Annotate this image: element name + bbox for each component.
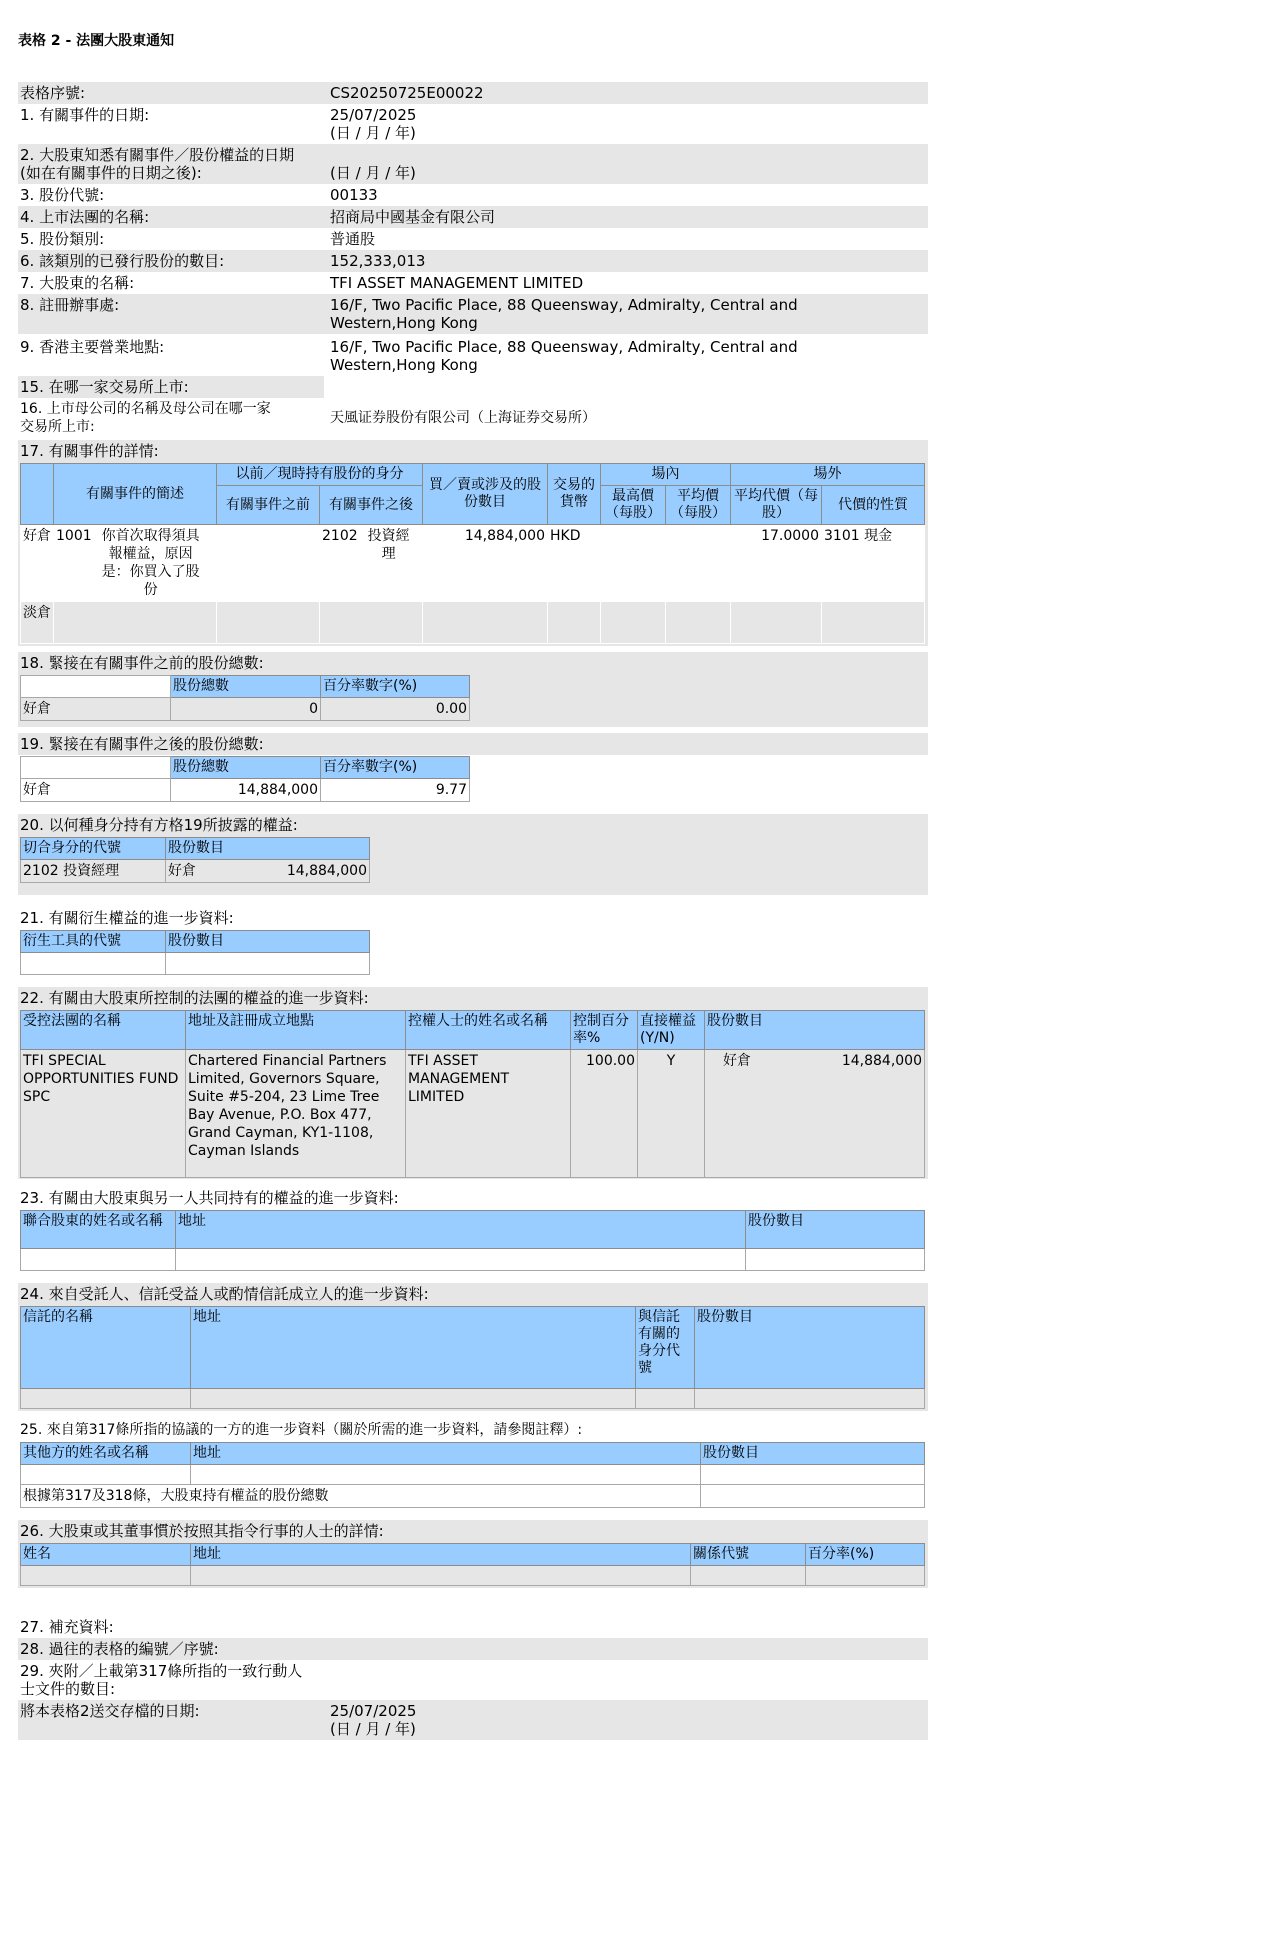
nature-code: 3101 xyxy=(824,528,860,544)
col-control-pct: 控制百分率% xyxy=(571,1011,638,1050)
col-address: 地址 xyxy=(191,1307,636,1389)
col-on-exchange: 場內 xyxy=(601,464,731,486)
capacity-after-text: 投資經理 xyxy=(367,528,410,562)
event-code: 1001 xyxy=(56,528,92,544)
field-value: 招商局中國基金有限公司 xyxy=(330,208,496,226)
field-label: 將本表格2送交存檔的日期: xyxy=(20,1702,200,1720)
col-shares: 買／賣或涉及的股份數目 xyxy=(423,464,548,525)
col-after: 有關事件之後 xyxy=(320,486,423,525)
shares-before-table xyxy=(20,675,470,721)
trust-table xyxy=(20,1306,925,1409)
control-pct: 100.00 xyxy=(571,1050,638,1178)
field-value xyxy=(322,1638,928,1660)
field-label: 27. 補充資料: xyxy=(20,1618,114,1636)
field-label-line2: 交易所上市: xyxy=(20,419,95,435)
col-capacity-code: 切合身分的代號 xyxy=(21,838,166,860)
field-value: 16/F, Two Pacific Place, 88 Queensway, Admiralty, Central and xyxy=(330,296,798,314)
form-sheet xyxy=(18,30,928,1740)
field-value: 152,333,013 xyxy=(330,252,426,270)
field-value-line2: Western,Hong Kong xyxy=(330,314,478,332)
corp-address: Chartered Financial Partners Limited, Governors Square, Suite #5-204, 23 Lime Tree Bay Avenue, P.O. Box 477, Grand Cayman, KY1-1108, Cayman Islands xyxy=(186,1050,406,1178)
field-label: 6. 該類別的已發行股份的數目: xyxy=(20,252,225,270)
field-value: 00133 xyxy=(330,186,378,204)
col-name: 姓名 xyxy=(21,1544,191,1566)
section-19-title: 19. 緊接在有關事件之後的股份總數: xyxy=(18,733,928,755)
field-value-hint: (日 / 月 / 年) xyxy=(330,1720,416,1738)
col-controller: 控權人士的姓名或名稱 xyxy=(406,1011,571,1050)
col-share-count: 股份數目 xyxy=(746,1211,925,1249)
average-price xyxy=(666,525,731,602)
col-share-count: 股份數目 xyxy=(705,1011,925,1050)
field-value-line2: Western,Hong Kong xyxy=(330,356,478,374)
col-derivative-code: 衍生工具的代號 xyxy=(21,931,166,953)
field-value: 普通股 xyxy=(330,230,376,248)
highest-price xyxy=(601,525,666,602)
section-25-panel xyxy=(18,1441,928,1514)
field-label: 28. 過往的表格的編號／序號: xyxy=(20,1640,219,1658)
col-corp-name: 受控法團的名稱 xyxy=(21,1011,186,1050)
col-percentage: 百分率數字(%) xyxy=(321,676,470,698)
field-row-stock-code xyxy=(18,184,928,206)
field-label: 1. 有關事件的日期: xyxy=(20,106,150,124)
field-value: 天風证券股份有限公司（上海证券交易所） xyxy=(330,410,596,426)
col-nature: 代價的性質 xyxy=(822,486,925,525)
section-25-title: 25. 來自第317條所指的協議的一方的進一步資料（關於所需的進一步資料，請參閱註釋）: xyxy=(18,1419,928,1441)
section-20-title: 20. 以何種身分持有方格19所披露的權益: xyxy=(18,814,928,836)
field-row-exchange xyxy=(18,376,928,398)
col-capacity-group: 以前／現時持有股份的身分 xyxy=(217,464,423,486)
col-total-shares: 股份總數 xyxy=(171,676,321,698)
currency: HKD xyxy=(548,525,601,602)
section-21-panel xyxy=(18,929,928,981)
field-row-attachments xyxy=(18,1660,928,1700)
section-17-panel xyxy=(18,462,928,646)
field-value: 16/F, Two Pacific Place, 88 Queensway, Admiralty, Central and xyxy=(330,338,798,356)
field-row-serial xyxy=(18,82,928,104)
col-address: 地址 xyxy=(191,1443,701,1465)
field-row-issued-shares xyxy=(18,250,928,272)
section-21-title: 21. 有關衍生權益的進一步資料: xyxy=(18,907,928,929)
field-label: 2. 大股東知悉有關事件／股份權益的日期 xyxy=(20,146,295,164)
field-row-issuer xyxy=(18,206,928,228)
field-label: 9. 香港主要營業地點: xyxy=(20,338,165,356)
form-title: 表格 2 - 法團大股東通知 xyxy=(18,33,175,49)
field-label: 3. 股份代號: xyxy=(20,186,105,204)
field-value xyxy=(322,1660,928,1700)
section-22-panel xyxy=(18,1009,928,1179)
field-label: 7. 大股東的名稱: xyxy=(20,274,135,292)
col-high: 最高價（每股） xyxy=(601,486,666,525)
col-joint-name: 聯合股東的姓名或名稱 xyxy=(21,1211,176,1249)
section-26-title: 26. 大股東或其董事慣於按照其指令行事的人士的詳情: xyxy=(18,1520,928,1542)
capacity-text: 投資經理 xyxy=(63,863,120,879)
field-row-registered-office xyxy=(18,294,928,334)
field-label: 4. 上市法團的名稱: xyxy=(20,208,150,226)
shares-involved: 14,884,000 xyxy=(423,525,548,602)
section-19-panel xyxy=(18,755,928,808)
col-share-count: 股份數目 xyxy=(695,1307,925,1389)
section-23-title: 23. 有關由大股東與另一人共同持有的權益的進一步資料: xyxy=(18,1187,928,1209)
section-17-title: 17. 有關事件的詳情: xyxy=(18,440,928,462)
field-value-hint: (日 / 月 / 年) xyxy=(330,124,416,142)
shares-after-table xyxy=(20,756,470,802)
col-address: 地址及註冊成立地點 xyxy=(186,1011,406,1050)
average-consideration: 17.0000 xyxy=(731,525,822,602)
col-capacity-code: 與信託有關的身分代號 xyxy=(636,1307,695,1389)
col-share-count: 股份數目 xyxy=(166,931,370,953)
section-22-title: 22. 有關由大股東所控制的法團的權益的進一步資料: xyxy=(18,987,928,1009)
section-23-panel xyxy=(18,1209,928,1277)
capacity-table xyxy=(20,837,370,883)
field-label: 5. 股份類別: xyxy=(20,230,105,248)
header-fields xyxy=(18,82,928,438)
corp-name: TFI SPECIAL OPPORTUNITIES FUND SPC xyxy=(21,1050,186,1178)
col-before: 有關事件之前 xyxy=(217,486,320,525)
field-value: TFI ASSET MANAGEMENT LIMITED xyxy=(330,274,584,292)
col-other-party: 其他方的姓名或名稱 xyxy=(21,1443,191,1465)
row-label-long: 好倉 xyxy=(21,525,54,602)
capacity-after-code: 2102 xyxy=(322,528,358,544)
field-row-filing-date xyxy=(18,1700,928,1740)
row-label-short: 淡倉 xyxy=(21,602,54,644)
share-count: 14,884,000 xyxy=(286,863,367,879)
position-label: 好倉 xyxy=(21,698,171,721)
col-share-count: 股份數目 xyxy=(701,1443,925,1465)
field-value xyxy=(330,146,924,164)
col-address: 地址 xyxy=(176,1211,746,1249)
percentage: 9.77 xyxy=(321,779,470,802)
agreement-party-table xyxy=(20,1442,925,1508)
controlled-corp-table xyxy=(20,1010,925,1178)
capacity-code: 2102 xyxy=(23,863,59,879)
field-label: 16. 上市母公司的名稱及母公司在哪一家 xyxy=(20,401,271,417)
field-value xyxy=(324,376,928,398)
section-24-panel xyxy=(18,1305,928,1411)
field-row-event-date xyxy=(18,104,928,144)
capacity-before xyxy=(217,525,320,602)
table-row xyxy=(21,525,925,602)
derivative-table xyxy=(20,930,370,975)
accustomed-persons-table xyxy=(20,1543,925,1586)
field-row-class xyxy=(18,228,928,250)
field-value: CS20250725E00022 xyxy=(330,84,484,102)
field-label-line2: (如在有關事件的日期之後): xyxy=(20,164,202,182)
field-label: 表格序號: xyxy=(20,84,86,102)
joint-holder-table xyxy=(20,1210,925,1271)
col-off-exchange: 場外 xyxy=(731,464,925,486)
col-address: 地址 xyxy=(191,1544,691,1566)
field-value: 25/07/2025 xyxy=(330,1702,417,1720)
position-label: 好倉 xyxy=(168,863,196,879)
section-26-panel xyxy=(18,1542,928,1588)
col-currency: 交易的貨幣 xyxy=(548,464,601,525)
total-shares: 14,884,000 xyxy=(171,779,321,802)
share-count: 14,884,000 xyxy=(841,1053,922,1069)
field-value-hint: (日 / 月 / 年) xyxy=(330,164,416,182)
field-row-previous-forms xyxy=(18,1638,928,1660)
position-label: 好倉 xyxy=(723,1053,751,1069)
col-trust-name: 信託的名稱 xyxy=(21,1307,191,1389)
field-label: 29. 夾附／上載第317條所指的一致行動人 xyxy=(20,1662,303,1680)
percentage: 0.00 xyxy=(321,698,470,721)
section-18-title: 18. 緊接在有關事件之前的股份總數: xyxy=(18,652,928,674)
table-row xyxy=(21,602,925,644)
field-row-aware-date xyxy=(18,144,928,184)
nature-text: 現金 xyxy=(864,528,893,544)
field-label: 8. 註冊辦事處: xyxy=(20,296,120,314)
field-value: 25/07/2025 xyxy=(330,106,417,124)
col-total-shares: 股份總數 xyxy=(171,757,321,779)
col-percentage: 百分率(%) xyxy=(806,1544,925,1566)
position-label: 好倉 xyxy=(21,779,171,802)
col-relationship-code: 關係代號 xyxy=(691,1544,806,1566)
col-avg-consideration: 平均代價（每股） xyxy=(731,486,822,525)
field-label: 15. 在哪一家交易所上市: xyxy=(20,378,189,396)
controller-name: TFI ASSET MANAGEMENT LIMITED xyxy=(406,1050,571,1178)
field-row-shareholder xyxy=(18,272,928,294)
col-direct: 直接權益(Y/N) xyxy=(638,1011,705,1050)
col-percentage: 百分率數字(%) xyxy=(321,757,470,779)
total-shares: 0 xyxy=(171,698,321,721)
field-row-supplementary xyxy=(18,1616,928,1638)
event-desc: 你首次取得須具報權益，原因是：你買入了股份 xyxy=(101,528,200,598)
col-share-count: 股份數目 xyxy=(166,838,370,860)
section-20-panel xyxy=(18,836,928,895)
direct-interest: Y xyxy=(638,1050,705,1178)
col-desc: 有關事件的簡述 xyxy=(54,464,217,525)
field-row-parent xyxy=(18,398,928,438)
field-row-hk-place xyxy=(18,336,928,376)
total-shares-317-318-label: 根據第317及318條，大股東持有權益的股份總數 xyxy=(21,1485,701,1508)
col-avg: 平均價（每股） xyxy=(666,486,731,525)
section-24-title: 24. 來自受託人、信託受益人或酌情信託成立人的進一步資料: xyxy=(18,1283,928,1305)
event-details-table xyxy=(20,463,925,644)
field-label-line2: 士文件的數目: xyxy=(20,1680,116,1698)
section-18-panel xyxy=(18,674,928,727)
